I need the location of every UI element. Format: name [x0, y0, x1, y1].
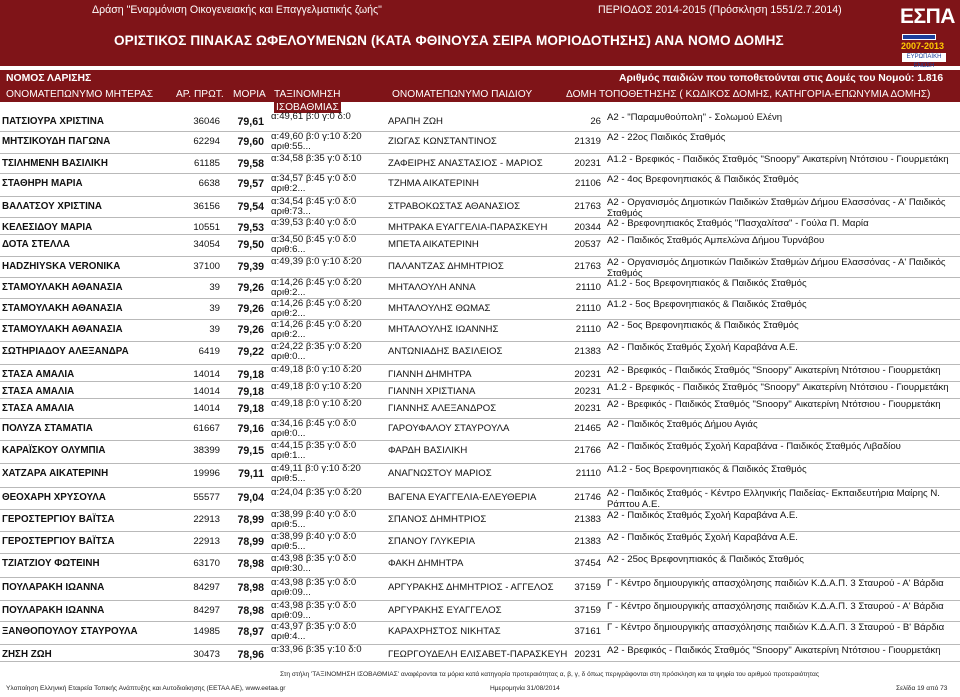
table-row: [0, 218, 960, 235]
cell-criteria: α:24,04 β:35 γ:0 δ:20: [271, 487, 362, 498]
cell-protocol: 62294: [193, 136, 220, 147]
cell-structure: Α2 - Παιδικός Σταθμός Σχολή Καραβάνα Α.Ε.: [607, 342, 798, 353]
cell-criteria: α:49,18 β:0 γ:10 δ:20: [271, 364, 362, 375]
table-row: [0, 132, 960, 154]
cell-mother: ΠΑΤΣΙΟΥΡΑ ΧΡΙΣΤΙΝΑ: [2, 116, 104, 127]
logo-text: ΕΣΠΑ: [900, 5, 955, 28]
cell-protocol: 6638: [198, 178, 220, 189]
cell-structure: Γ - Κέντρο δημιουργικής απασχόλησης παιδιών Κ.Δ.Α.Π. 3 Σταυρού - Α' Βάρδια: [607, 601, 944, 612]
cell-structure: Α2 - Οργανισμός Δημοτικών Παιδικών Σταθμών Δήμου Ελασσόνας - Α' Παιδικός Σταθμός: [607, 257, 946, 279]
cell-mother: ΣΤΑΣΑ ΑΜΑΛΙΑ: [2, 369, 75, 380]
cell-criteria: α:49,11 β:0 γ:10 δ:20 αριθ:5...: [271, 463, 361, 484]
cell-code: 37159: [574, 605, 601, 616]
cell-mother: ΣΤΑΣΑ ΑΜΑΛΙΑ: [2, 386, 75, 397]
cell-code: 21383: [574, 346, 601, 357]
cell-child: ΜΗΤΑΛΟΥΛΗ ΑΝΝΑ: [388, 282, 476, 293]
cell-protocol: 39: [209, 282, 220, 293]
cell-child: ΣΤΡΑΒΟΚΩΣΤΑΣ ΑΘΑΝΑΣΙΟΣ: [388, 201, 521, 212]
cell-code: 20231: [574, 386, 601, 397]
cell-protocol: 37100: [193, 261, 220, 272]
cell-mother: ΒΑΛΑΤΣΟΥ ΧΡΙΣΤΙΝΑ: [2, 201, 102, 212]
cell-structure: Α2 - Παιδικός Σταθμός Δήμου Αγιάς: [607, 419, 758, 430]
cell-protocol: 38399: [193, 445, 220, 456]
table-row: [0, 510, 960, 532]
cell-criteria: α:43,97 β:35 γ:0 δ:0 αριθ:4...: [271, 621, 357, 642]
cell-protocol: 55577: [193, 492, 220, 503]
table-row: [0, 578, 960, 601]
cell-score: 79,53: [237, 222, 264, 234]
col-child: ΟΝΟΜΑΤΕΠΩΝΥΜΟ ΠΑΙΔΙΟΥ: [392, 89, 533, 100]
table-row: [0, 601, 960, 622]
footer-organization: Υλοποίηση Ελληνική Εταιρεία Τοπικής Ανάπτυξης και Αυτοδιοίκησης (ΕΕΤΑΑ ΑΕ), www.eetaa.gr: [6, 685, 286, 692]
cell-code: 21106: [575, 178, 601, 189]
cell-mother: ΤΣΙΛΗΜΕΝΗ ΒΑΣΙΛΙΚΗ: [2, 158, 108, 169]
table-row: [0, 399, 960, 419]
cell-criteria: α:49,39 β:0 γ:10 δ:20: [271, 256, 362, 267]
cell-score: 79,26: [237, 303, 264, 315]
cell-code: 21319: [574, 136, 601, 147]
cell-child: ΓΙΑΝΝΗΣ ΑΛΕΞΑΝΔΡΟΣ: [388, 403, 497, 414]
cell-protocol: 84297: [193, 605, 220, 616]
cell-mother: ΣΤΑΣΑ ΑΜΑΛΙΑ: [2, 403, 75, 414]
cell-child: ΑΝΑΓΝΩΣΤΟΥ ΜΑΡΙΟΣ: [388, 468, 492, 479]
cell-code: 21746: [574, 492, 601, 503]
cell-child: ΓΑΡΟΥΦΑΛΟΥ ΣΤΑΥΡΟΥΛΑ: [388, 423, 510, 434]
cell-protocol: 14014: [193, 386, 220, 397]
cell-score: 79,18: [237, 369, 264, 381]
cell-protocol: 36156: [193, 201, 220, 212]
table-row: [0, 464, 960, 488]
cell-protocol: 61185: [194, 158, 220, 169]
table-row: [0, 532, 960, 554]
cell-criteria: α:49,60 β:0 γ:10 δ:20 αριθ:55...: [271, 131, 362, 152]
cell-child: ΣΠΑΝΟΣ ΔΗΜΗΤΡΙΟΣ: [388, 514, 487, 525]
cell-score: 79,04: [237, 492, 264, 504]
cell-score: 78,98: [237, 605, 264, 617]
cell-mother: ΤΖΙΑΤΖΙΟΥ ΦΩΤΕΙΝΗ: [2, 558, 100, 569]
cell-protocol: 36046: [193, 116, 220, 127]
table-row: [0, 441, 960, 464]
document-title: ΟΡΙΣΤΙΚΟΣ ΠΙΝΑΚΑΣ ΩΦΕΛΟΥΜΕΝΩΝ (ΚΑΤΑ ΦΘΙΝΟΥΣΑ ΣΕΙΡΑ ΜΟΡΙΟΔΟΤΗΣΗΣ) ΑΝΑ ΝΟΜΟ ΔΟΜΗΣ: [114, 33, 784, 48]
cell-score: 79,16: [237, 423, 264, 435]
cell-criteria: α:34,16 β:45 γ:0 δ:0 αριθ:0...: [271, 418, 357, 439]
table-row: [0, 645, 960, 662]
cell-code: 37454: [574, 558, 601, 569]
cell-structure: Α1.2 - Βρεφικός - Παιδικός Σταθμός "Snoopy" Αικατερίνη Ντότσιου - Γιουρμετάκη: [607, 154, 949, 165]
cell-child: ΓΙΑΝΝΗ ΧΡΙΣΤΙΑΝΑ: [388, 386, 476, 397]
cell-child: ΖΙΩΓΑΣ ΚΩΝΣΤΑΝΤΙΝΟΣ: [388, 136, 497, 147]
logo-years: 2007-2013: [901, 41, 945, 51]
cell-score: 79,50: [237, 239, 264, 251]
cell-child: ΣΠΑΝΟΥ ΓΛΥΚΕΡΙΑ: [388, 536, 475, 547]
cell-structure: Γ - Κέντρο δημιουργικής απασχόλησης παιδιών Κ.Δ.Α.Π. 3 Σταυρού - Β' Βάρδια: [607, 622, 945, 633]
table-row: [0, 197, 960, 218]
cell-structure: Α1.2 - 5ος Βρεφονηπιακός & Παιδικός Σταθμός: [607, 278, 807, 289]
cell-structure: Α2 - Οργανισμός Δημοτικών Παιδικών Σταθμών Δήμου Ελασσόνας - Α' Παιδικός Σταθμός: [607, 197, 946, 219]
cell-code: 20231: [574, 403, 601, 414]
cell-score: 79,60: [237, 136, 264, 148]
cell-code: 21110: [575, 468, 601, 479]
cell-child: ΑΡΓΥΡΑΚΗΣ ΕΥΑΓΓΕΛΟΣ: [388, 605, 502, 616]
col-mother: ΟΝΟΜΑΤΕΠΩΝΥΜΟ ΜΗΤΕΡΑΣ: [6, 89, 154, 100]
child-count: Αριθμός παιδιών που τοποθετούνται στις Δομές του Νομού: 1.816: [619, 73, 944, 84]
program-name: Δράση "Εναρμόνιση Οικογενειακής και Επαγγελματικής ζωής": [92, 4, 382, 16]
cell-mother: ΚΕΛΕΣΙΔΟΥ ΜΑΡΙΑ: [2, 222, 93, 233]
cell-code: 21383: [574, 536, 601, 547]
cell-child: ΜΗΤΡΑΚΑ ΕΥΑΓΓΕΛΙΑ-ΠΑΡΑΣΚΕΥΗ: [388, 222, 548, 233]
cell-criteria: α:38,99 β:40 γ:0 δ:0 αριθ:5...: [271, 531, 357, 552]
table-row: [0, 419, 960, 441]
cell-protocol: 19996: [193, 468, 220, 479]
cell-child: ΒΑΓΕΝΑ ΕΥΑΓΓΕΛΙΑ-ΕΛΕΥΘΕΡΙΑ: [388, 492, 537, 503]
cell-score: 79,58: [237, 158, 264, 170]
cell-structure: Α2 - Παιδικός Σταθμός Σχολή Καραβάνα Α.Ε.: [607, 532, 798, 543]
footer-date: Ημερομηνία 31/08/2014: [490, 685, 560, 692]
page-footer: [0, 670, 960, 697]
cell-score: 78,98: [237, 558, 264, 570]
cell-structure: Α2 - 4ος Βρεφονηπιακός & Παιδικός Σταθμός: [607, 174, 799, 185]
cell-score: 79,15: [237, 445, 264, 457]
cell-child: ΠΑΛΑΝΤΖΑΣ ΔΗΜΗΤΡΙΟΣ: [388, 261, 504, 272]
cell-score: 79,61: [237, 116, 264, 128]
cell-criteria: α:14,26 β:45 γ:0 δ:20 αριθ:2...: [271, 298, 362, 319]
table-row: [0, 320, 960, 342]
table-row: [0, 299, 960, 320]
cell-criteria: α:24,22 β:35 γ:0 δ:20 αριθ:0...: [271, 341, 362, 362]
cell-score: 79,18: [237, 403, 264, 415]
col-criteria-2-label: ΙΣΟΒΑΘΜΙΑΣ: [276, 102, 339, 113]
cell-score: 79,57: [237, 178, 264, 190]
cell-criteria: α:43,98 β:35 γ:0 δ:0 αριθ:09...: [271, 600, 357, 621]
table-row: [0, 554, 960, 578]
cell-structure: Α2 - 22ος Παιδικός Σταθμός: [607, 132, 726, 143]
table-row: [0, 174, 960, 197]
table-row: [0, 342, 960, 365]
table-row: [0, 622, 960, 645]
cell-child: ΓΙΑΝΝΗ ΔΗΜΗΤΡΑ: [388, 369, 472, 380]
cell-structure: Α2 - Παιδικός Σταθμός Αμπελώνα Δήμου Τυρνάβου: [607, 235, 825, 246]
espa-logo: [900, 3, 958, 69]
table-row: [0, 365, 960, 382]
call-period: ΠΕΡΙΟΔΟΣ 2014-2015 (Πρόσκληση 1551/2.7.2014): [598, 4, 842, 16]
cell-protocol: 61667: [193, 423, 220, 434]
cell-criteria: α:49,18 β:0 γ:10 δ:20: [271, 398, 362, 409]
cell-structure: Α1.2 - 5ος Βρεφονηπιακός & Παιδικός Σταθμός: [607, 464, 807, 475]
logo-subtitle: ΕΥΡΩΠΑΪΚΗ ΕΝΩΣΗ: [902, 53, 946, 62]
cell-criteria: α:34,54 β:45 γ:0 δ:0 αριθ:73...: [271, 196, 357, 217]
cell-structure: Α2 - Παιδικός Σταθμός - Κέντρο Ελληνικής Παιδείας- Εκπαιδευτήρια Μαίρης Ν. Ράπτου Α.Ε.: [607, 488, 940, 510]
page-number: Σελίδα 19 από 73: [896, 685, 948, 692]
cell-protocol: 22913: [193, 514, 220, 525]
cell-protocol: 39: [209, 324, 220, 335]
region-name: ΝΟΜΟΣ ΛΑΡΙΣΗΣ: [6, 73, 92, 84]
cell-criteria: α:14,26 β:45 γ:0 δ:20 αριθ:2...: [271, 319, 362, 340]
cell-structure: Α2 - Παιδικός Σταθμός Σχολή Καραβάνα - Παιδικός Σταθμός Λιβαδίου: [607, 441, 901, 452]
cell-child: ΖΑΦΕΙΡΗΣ ΑΝΑΣΤΑΣΙΟΣ - ΜΑΡΙΟΣ: [388, 158, 543, 169]
cell-mother: ΣΤΑΜΟΥΛΑΚΗ ΑΘΑΝΑΣΙΑ: [2, 324, 123, 335]
cell-criteria: α:49,18 β:0 γ:10 δ:20: [271, 381, 362, 392]
cell-code: 21383: [574, 514, 601, 525]
cell-criteria: α:34,58 β:35 γ:0 δ:10: [271, 153, 362, 164]
cell-code: 21465: [574, 423, 601, 434]
cell-score: 78,97: [237, 626, 264, 638]
cell-mother: ΞΑΝΘΟΠΟΥΛΟΥ ΣΤΑΥΡΟΥΛΑ: [2, 626, 138, 637]
cell-structure: Α1.2 - Βρεφικός - Παιδικός Σταθμός "Snoopy" Αικατερίνη Ντότσιου - Γιουρμετάκη: [607, 382, 949, 393]
cell-structure: Α2 - Βρεφονηπιακός Σταθμός "Πασχαλίτσα" - Γούλα Π. Μαρία: [607, 218, 869, 229]
cell-code: 20537: [574, 239, 601, 250]
cell-child: ΓΕΩΡΓΟΥΔΕΛΗ ΕΛΙΣΑΒΕΤ-ΠΑΡΑΣΚΕΥΗ: [388, 649, 568, 660]
cell-mother: ΘΕΟΧΑΡΗ ΧΡΥΣΟΥΛΑ: [2, 492, 106, 503]
cell-mother: ΖΗΣΗ ΖΩΗ: [2, 649, 52, 660]
cell-mother: ΧΑΤΖΑΡΑ ΑΙΚΑΤΕΡΙΝΗ: [2, 468, 109, 479]
cell-criteria: α:39,53 β:40 γ:0 δ:0: [271, 217, 357, 228]
cell-child: ΚΑΡΑΧΡΗΣΤΟΣ ΝΙΚΗΤΑΣ: [388, 626, 501, 637]
cell-mother: ΚΑΡΑΪΣΚΟΥ ΟΛΥΜΠΙΑ: [2, 445, 106, 456]
cell-code: 21110: [575, 282, 601, 293]
cell-child: ΜΗΤΑΛΟΥΛΗΣ ΙΩΑΝΝΗΣ: [388, 324, 499, 335]
cell-protocol: 34054: [193, 239, 220, 250]
cell-child: ΑΝΤΩΝΙΑΔΗΣ ΒΑΣΙΛΕΙΟΣ: [388, 346, 503, 357]
cell-child: ΦΑΚΗ ΔΗΜΗΤΡΑ: [388, 558, 464, 569]
cell-score: 79,39: [237, 261, 264, 273]
cell-code: 20231: [574, 369, 601, 380]
col-score: ΜΟΡΙΑ: [233, 89, 266, 100]
cell-mother: ΠΟΥΛΑΡΑΚΗ ΙΩΑΝΝΑ: [2, 605, 105, 616]
cell-code: 20231: [574, 158, 601, 169]
cell-child: ΤΖΗΜΑ ΑΙΚΑΤΕΡΙΝΗ: [388, 178, 479, 189]
cell-code: 20231: [574, 649, 601, 660]
cell-structure: Α2 - Βρεφικός - Παιδικός Σταθμός "Snoopy" Αικατερίνη Ντότσιου - Γιουρμετάκη: [607, 399, 941, 410]
cell-code: 21110: [575, 324, 601, 335]
cell-code: 21763: [574, 261, 601, 272]
cell-mother: ΣΤΑΘΗΡΗ ΜΑΡΙΑ: [2, 178, 83, 189]
cell-child: ΑΡΓΥΡΑΚΗΣ ΔΗΜΗΤΡΙΟΣ - ΑΓΓΕΛΟΣ: [388, 582, 554, 593]
cell-protocol: 10551: [193, 222, 220, 233]
cell-protocol: 14014: [193, 403, 220, 414]
cell-structure: Α2 - 5ος Βρεφονηπιακός & Παιδικός Σταθμός: [607, 320, 799, 331]
cell-structure: Α2 - 25ος Βρεφονηπιακός & Παιδικός Σταθμός: [607, 554, 804, 565]
cell-criteria: α:44,15 β:35 γ:0 δ:0 αριθ:1...: [271, 440, 357, 461]
table-row: [0, 257, 960, 278]
cell-protocol: 14014: [193, 369, 220, 380]
table-row: [0, 112, 960, 132]
cell-protocol: 30473: [193, 649, 220, 660]
document-header: [0, 0, 960, 69]
table-header-bar: [0, 70, 960, 102]
cell-child: ΜΗΤΑΛΟΥΛΗΣ ΘΩΜΑΣ: [388, 303, 491, 314]
cell-score: 78,96: [237, 649, 264, 661]
cell-criteria: α:49,61 β:0 γ:0 δ:0: [271, 111, 351, 122]
col-structure: ΔΟΜΗ ΤΟΠΟΘΕΤΗΣΗΣ ( ΚΩΔΙΚΟΣ ΔΟΜΗΣ, ΚΑΤΗΓΟΡΙΑ-ΕΠΩΝΥΜΙΑ ΔΟΜΗΣ): [566, 89, 931, 100]
cell-protocol: 6419: [198, 346, 220, 357]
table-row: [0, 235, 960, 257]
cell-structure: Α2 - "Παραμυθούπολη" - Σολωμού Ελένη: [607, 112, 783, 123]
cell-score: 78,99: [237, 514, 264, 526]
cell-protocol: 84297: [193, 582, 220, 593]
footer-note: Στη στήλη 'ΤΑΞΙΝΟΜΗΣΗ ΙΣΟΒΑΘΜΙΑΣ' αναφέρονται τα μόρια κατά κατηγορία προτεραιότητας α, β, γ, δ όπως περιγράφονται στη πρόσκληση και τα ψηφία του αριθμού προτεραιότητας: [280, 671, 820, 678]
cell-criteria: α:34,50 β:45 γ:0 δ:0 αριθ:6...: [271, 234, 357, 255]
cell-structure: Α1.2 - 5ος Βρεφονηπιακός & Παιδικός Σταθμός: [607, 299, 807, 310]
cell-protocol: 22913: [193, 536, 220, 547]
cell-code: 37159: [574, 582, 601, 593]
cell-score: 79,18: [237, 386, 264, 398]
cell-code: 26: [590, 116, 601, 127]
table-row: [0, 278, 960, 299]
cell-criteria: α:33,96 β:35 γ:10 δ:0: [271, 644, 362, 655]
cell-criteria: α:38,99 β:40 γ:0 δ:0 αριθ:5...: [271, 509, 357, 530]
cell-code: 37161: [574, 626, 601, 637]
cell-mother: ΜΗΤΣΙΚΟΥΔΗ ΠΑΓΩΝΑ: [2, 136, 111, 147]
cell-score: 79,54: [237, 201, 264, 213]
cell-mother: ΓΕΡΟΣΤΕΡΓΙΟΥ ΒΑΪΤΣΑ: [2, 536, 115, 547]
cell-score: 79,26: [237, 282, 264, 294]
cell-protocol: 14985: [193, 626, 220, 637]
cell-mother: ΠΟΥΛΑΡΑΚΗ ΙΩΑΝΝΑ: [2, 582, 105, 593]
cell-score: 79,22: [237, 346, 264, 358]
cell-mother: ΔΟΤΑ ΣΤΕΛΛΑ: [2, 239, 70, 250]
cell-structure: Α2 - Παιδικός Σταθμός Σχολή Καραβάνα Α.Ε.: [607, 510, 798, 521]
cell-code: 21766: [574, 445, 601, 456]
cell-child: ΦΑΡΔΗ ΒΑΣΙΛΙΚΗ: [388, 445, 468, 456]
cell-mother: ΣΤΑΜΟΥΛΑΚΗ ΑΘΑΝΑΣΙΑ: [2, 303, 123, 314]
cell-structure: Α2 - Βρεφικός - Παιδικός Σταθμός "Snoopy" Αικατερίνη Ντότσιου - Γιουρμετάκη: [607, 645, 941, 656]
cell-criteria: α:34,57 β:45 γ:0 δ:0 αριθ:2...: [271, 173, 357, 194]
cell-structure: Α2 - Βρεφικός - Παιδικός Σταθμός "Snoopy" Αικατερίνη Ντότσιου - Γιουρμετάκη: [607, 365, 941, 376]
col-protocol: ΑΡ. ΠΡΩΤ.: [176, 89, 224, 100]
cell-child: ΜΠΕΤΑ ΑΙΚΑΤΕΡΙΝΗ: [388, 239, 479, 250]
cell-criteria: α:43,98 β:35 γ:0 δ:0 αριθ:09...: [271, 577, 357, 598]
cell-score: 79,26: [237, 324, 264, 336]
cell-criteria: α:14,26 β:45 γ:0 δ:20 αριθ:2...: [271, 277, 362, 298]
cell-protocol: 63170: [193, 558, 220, 569]
cell-mother: HADZHIYSKA VERONIKA: [2, 261, 121, 272]
table-row: [0, 382, 960, 399]
cell-mother: ΓΕΡΟΣΤΕΡΓΙΟΥ ΒΑΪΤΣΑ: [2, 514, 115, 525]
cell-protocol: 39: [209, 303, 220, 314]
cell-mother: ΣΩΤΗΡΙΑΔΟΥ ΑΛΕΞΑΝΔΡΑ: [2, 346, 129, 357]
cell-mother: ΠΟΛΥΖΑ ΣΤΑΜΑΤΙΑ: [2, 423, 93, 434]
cell-score: 79,11: [238, 468, 264, 480]
cell-criteria: α:43,98 β:35 γ:0 δ:0 αριθ:30...: [271, 553, 357, 574]
cell-code: 21763: [574, 201, 601, 212]
table-row: [0, 154, 960, 174]
cell-child: ΑΡΑΠΗ ΖΩΗ: [388, 116, 443, 127]
col-criteria-1: ΤΑΞΙΝΟΜΗΣΗ: [274, 89, 341, 100]
cell-code: 21110: [575, 303, 601, 314]
cell-score: 78,99: [237, 536, 264, 548]
table-row: [0, 488, 960, 510]
eu-flag-icon: [902, 34, 936, 40]
cell-structure: Γ - Κέντρο δημιουργικής απασχόλησης παιδιών Κ.Δ.Α.Π. 3 Σταυρού - Α' Βάρδια: [607, 578, 944, 589]
cell-mother: ΣΤΑΜΟΥΛΑΚΗ ΑΘΑΝΑΣΙΑ: [2, 282, 123, 293]
cell-score: 78,98: [237, 582, 264, 594]
cell-code: 20344: [574, 222, 601, 233]
